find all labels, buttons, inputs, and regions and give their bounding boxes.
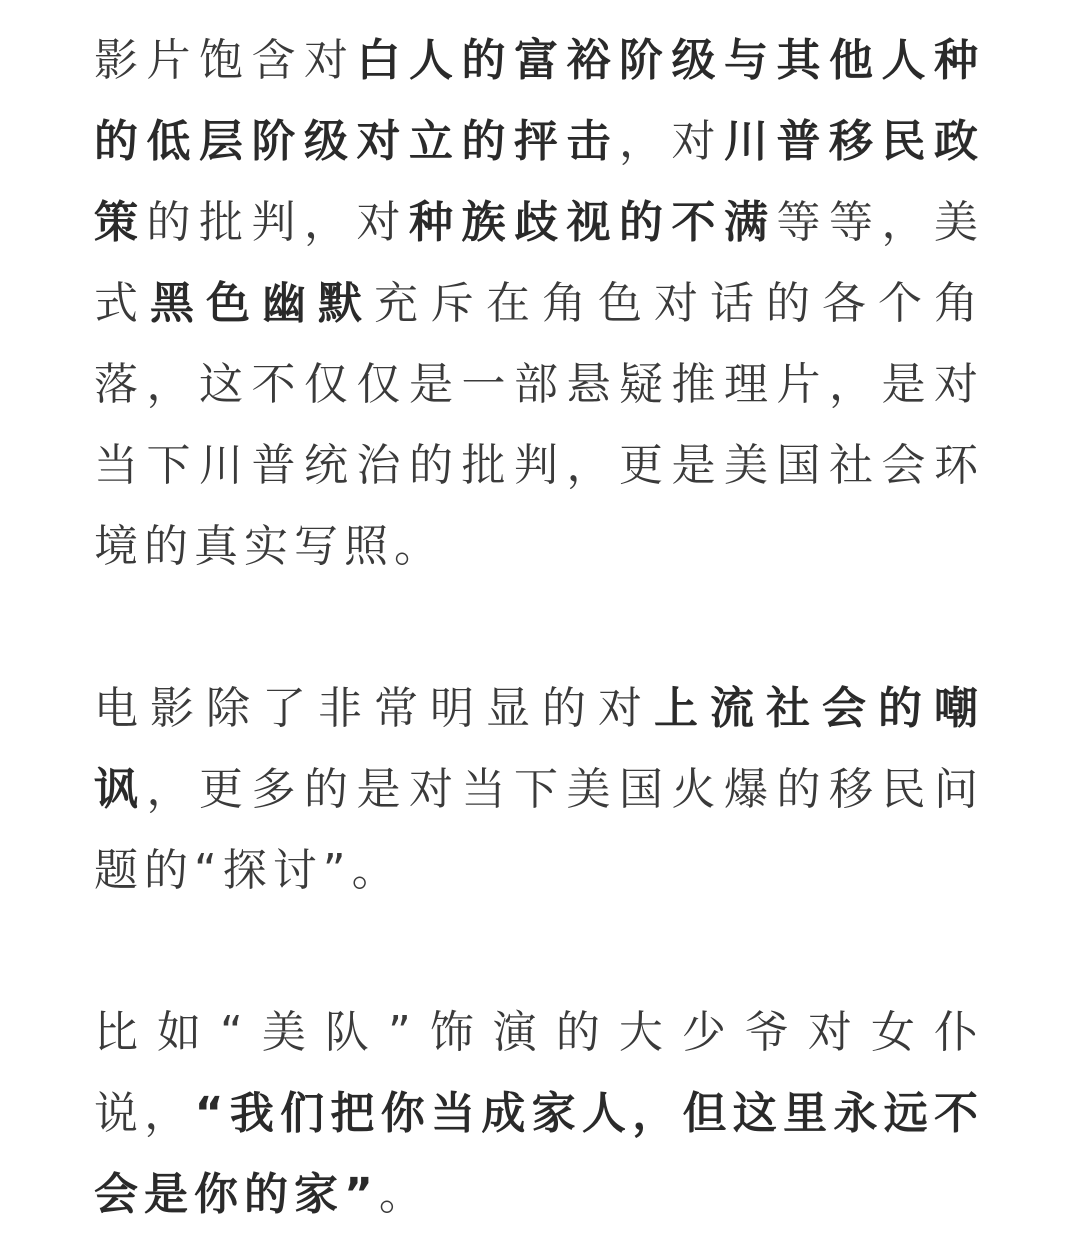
- text-segment: 充斥在角色对话的各个角落，这不仅仅是一部悬疑推理片，是对当下川普统治的批判，更是美国社会环境的真实写照。: [94, 278, 984, 572]
- paragraph-3: [94, 992, 984, 1235]
- text-segment: 等等，美式: [94, 197, 984, 329]
- bold-text-segment: 黑色幽默: [150, 278, 374, 329]
- text-segment: 的批判，对: [146, 197, 409, 248]
- bold-text-segment: 白人的富裕阶级与其他人种的低层阶级对立的抨击: [94, 35, 984, 167]
- text-segment: ，对: [619, 116, 724, 167]
- article-body: [94, 20, 984, 1235]
- paragraph-2: [94, 668, 984, 911]
- paragraph-1: [94, 20, 984, 587]
- text-segment: 比如“美队”饰演的大少爷对女仆说，: [94, 1007, 984, 1139]
- bold-text-segment: 川普移民政策: [94, 116, 984, 248]
- bold-text-segment: “我们把你当成家人，但这里永远不会是你的家”: [94, 1088, 985, 1220]
- bold-text-segment: 种族歧视的不满: [409, 197, 777, 248]
- text-segment: ，更多的是对当下美国火爆的移民问题的“探讨”。: [94, 764, 984, 896]
- text-segment: 电影除了非常明显的对: [94, 683, 654, 734]
- text-segment: 影片饱含对: [94, 35, 357, 86]
- bold-text-segment: 上流社会的嘲讽: [94, 683, 984, 815]
- text-segment: 。: [378, 1169, 429, 1220]
